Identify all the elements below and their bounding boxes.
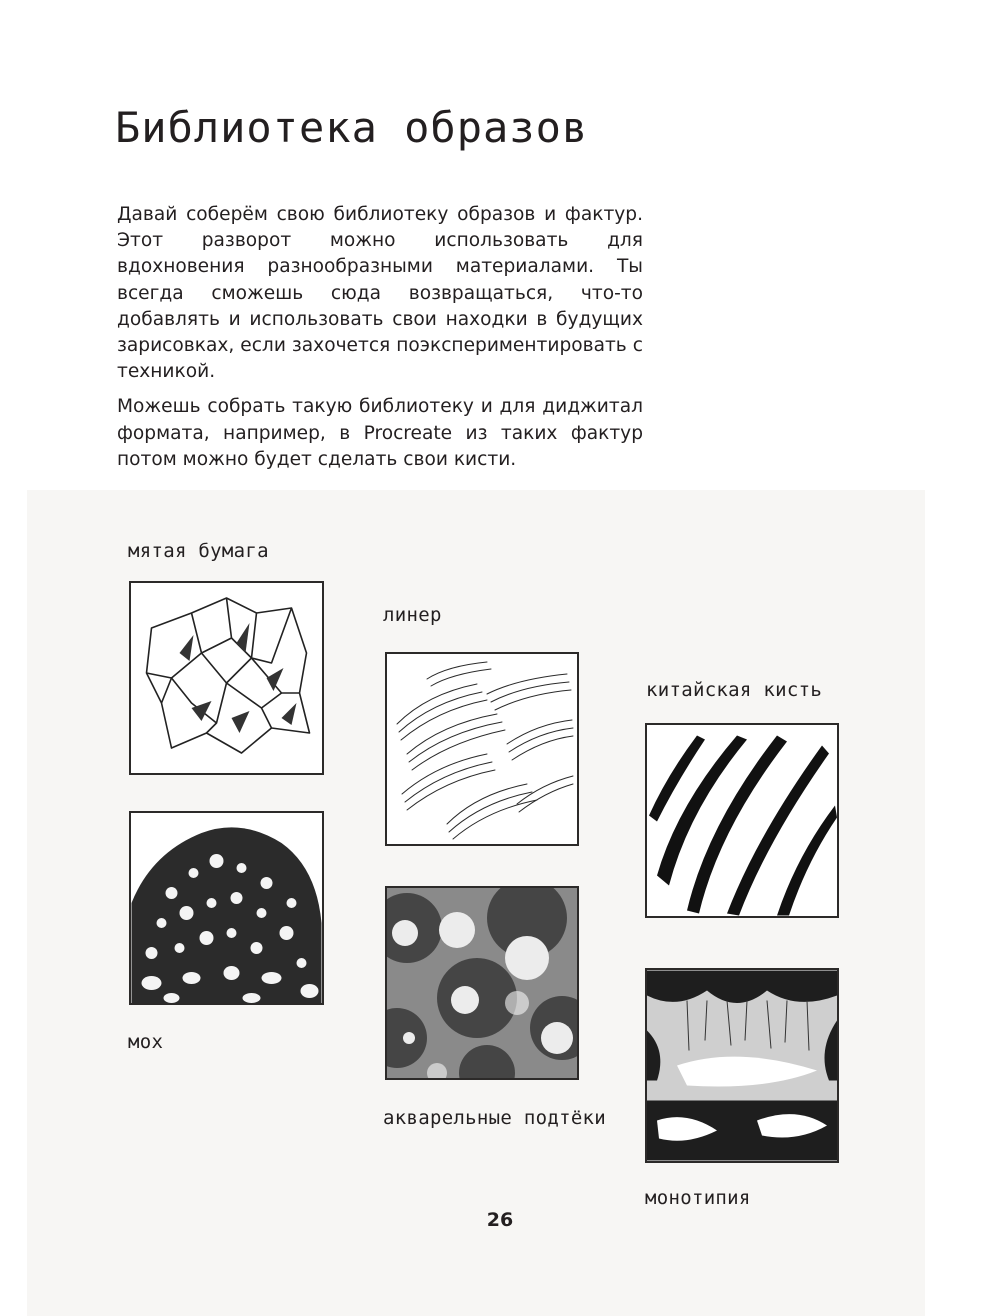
- chinese-brush-texture: [645, 723, 839, 918]
- liner-drawing: [387, 654, 577, 844]
- chinese-brush-drawing: [647, 725, 837, 916]
- moss-drawing: [131, 813, 322, 1003]
- chinese-brush-label: китайская кисть: [646, 679, 823, 701]
- monotype-texture: [645, 968, 839, 1163]
- intro-text: [117, 202, 643, 482]
- liner-texture: [385, 652, 579, 846]
- crumpled-paper-texture: [129, 581, 324, 775]
- watercolor-texture: [385, 886, 579, 1080]
- liner-label: линер: [383, 604, 442, 626]
- monotype-drawing: [647, 970, 837, 1161]
- intro-paragraph-2: Можешь собрать такую библиотеку и для диджитал формата, например, в Procreate из таких фактур потом можно будет сделать свои кисти.: [117, 396, 643, 470]
- page-title: Библиотека образов: [115, 103, 589, 152]
- watercolor-drawing: [387, 888, 577, 1078]
- moss-label: мох: [128, 1031, 164, 1053]
- page-number: 26: [486, 1209, 514, 1231]
- watercolor-label: акварельные подтёки: [383, 1107, 607, 1129]
- crumpled-paper-label: мятая бумага: [128, 540, 269, 562]
- intro-paragraph-1: Давай соберём свою библиотеку образов и фактур. Этот разворот можно использовать для вдохновения разнообразными материалами. Ты всегда сможешь сюда возвращаться, что-то добавлять и использовать свои находки в будущих зарисовках, если захочется поэкспериментировать с техникой.: [117, 204, 643, 383]
- monotype-label: монотипия: [645, 1187, 751, 1209]
- moss-texture: [129, 811, 324, 1005]
- crumpled-paper-drawing: [131, 583, 322, 773]
